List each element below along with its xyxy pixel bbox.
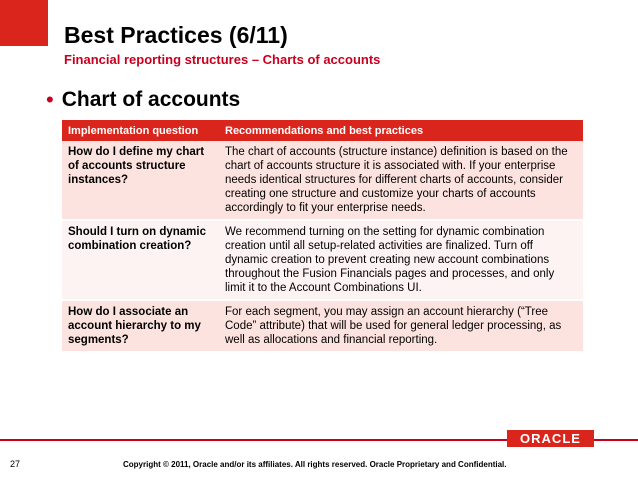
bullet-text: Chart of accounts (61, 88, 241, 111)
question-cell: How do I associate an account hierarchy to my segments? (62, 300, 219, 352)
slide-title: Best Practices (6/11) (64, 22, 288, 48)
oracle-logo: ORACLE (507, 430, 594, 447)
question-cell: Should I turn on dynamic combination creation? (62, 220, 219, 300)
bullet-icon: • (46, 87, 54, 112)
best-practices-table (62, 120, 583, 353)
header-accent-bar (0, 0, 48, 46)
table-row (62, 220, 583, 300)
answer-cell: The chart of accounts (structure instance) definition is based on the chart of accounts structure it is associated with. If your enterprise needs identical structures for different charts of accounts, consider creating one structure and customize your charts of accounts accordingly to fit your enterprise needs. (219, 141, 583, 220)
header-recommendation: Recommendations and best practices (219, 120, 583, 141)
answer-cell: We recommend turning on the setting for dynamic combination creation until all setup-related activities are finalized. Turn off dynamic creation to prevent creating new account combinations throughout the Fusion Financials pages and processes, and only limit it to the Account Combinations UI. (219, 220, 583, 300)
answer-cell: For each segment, you may assign an account hierarchy (“Tree Code” attribute) that will be used for general ledger processing, as well as allocations and financial reporting. (219, 300, 583, 352)
page-number: 27 (10, 459, 21, 469)
table-row (62, 300, 583, 352)
slide-subtitle: Financial reporting structures – Charts of accounts (64, 52, 381, 67)
table-row (62, 141, 583, 220)
table-header-row (62, 120, 583, 141)
copyright-notice: Copyright © 2011, Oracle and/or its affiliates. All rights reserved. Oracle Proprietary and Confidential. (123, 460, 507, 469)
bullet-item (46, 88, 240, 112)
question-cell: How do I define my chart of accounts structure instances? (62, 141, 219, 220)
header-question: Implementation question (62, 120, 219, 141)
